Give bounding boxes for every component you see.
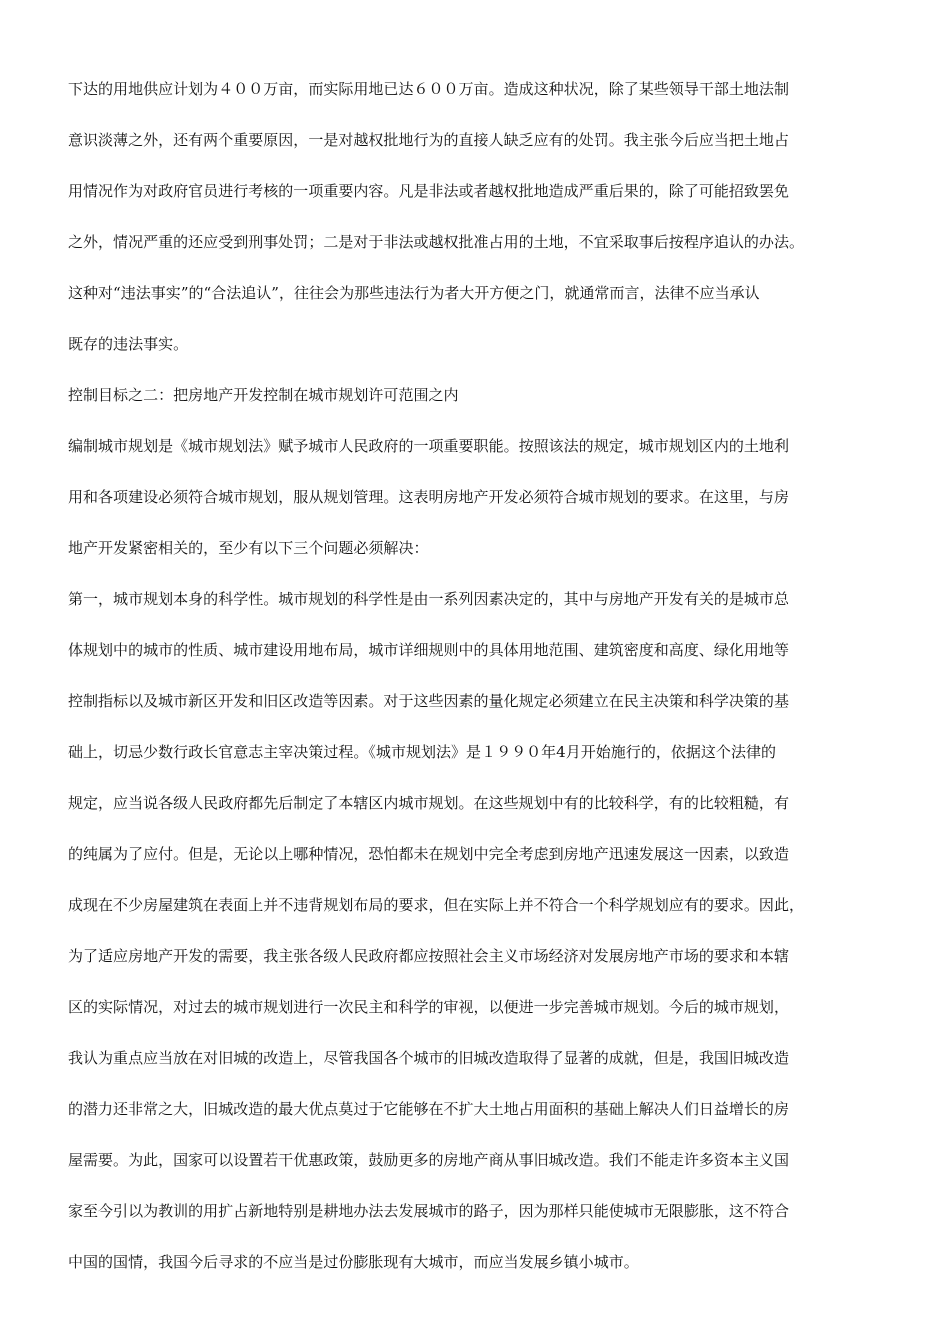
section-heading: 控制目标之二：把房地产开发控制在城市规划许可范围之内 [68, 386, 459, 404]
text-line: 用情况作为对政府官员进行考核的一项重要内容。凡是非法或者越权批地造成严重后果的，除了可能招致罢免 [68, 182, 789, 200]
text-line: 我认为重点应当放在对旧城的改造上，尽管我国各个城市的旧城改造取得了显著的成就，但是，我国旧城改造 [68, 1049, 789, 1067]
text-line: 之外，情况严重的还应受到刑事处罚；二是对于非法或越权批准占用的土地，不宜采取事后按程序追认的办法。 [68, 233, 804, 251]
text-line: 地产开发紧密相关的，至少有以下三个问题必须解决： [68, 539, 429, 557]
text-line: 控制指标以及城市新区开发和旧区改造等因素。对于这些因素的量化规定必须建立在民主决策和科学决策的基 [68, 692, 789, 710]
text-line: 下达的用地供应计划为４００万亩，而实际用地已达６００万亩。造成这种状况，除了某些领导干部土地法制 [68, 80, 789, 98]
text-line: 家至今引以为教训的用扩占新地特别是耕地办法去发展城市的路子，因为那样只能使城市无限膨胀，这不符合 [68, 1202, 789, 1220]
text-line: 的潜力还非常之大，旧城改造的最大优点莫过于它能够在不扩大土地占用面积的基础上解决人们日益增长的房 [68, 1100, 789, 1118]
text-line: 规定，应当说各级人民政府都先后制定了本辖区内城市规划。在这些规划中有的比较科学，有的比较粗糙，有 [68, 794, 789, 812]
text-line: 成现在不少房屋建筑在表面上并不违背规划布局的要求，但在实际上并不符合一个科学规划应有的要求。因此， [68, 896, 804, 914]
text-line: 意识淡薄之外，还有两个重要原因，一是对越权批地行为的直接人缺乏应有的处罚。我主张今后应当把土地占 [68, 131, 789, 149]
text-line: 第一，城市规划本身的科学性。城市规划的科学性是由一系列因素决定的，其中与房地产开发有关的是城市总 [68, 590, 789, 608]
text-line: 编制城市规划是《城市规划法》赋予城市人民政府的一项重要职能。按照该法的规定，城市规划区内的土地利 [68, 437, 789, 455]
text-line: 既存的违法事实。 [68, 335, 189, 353]
text-line: 屋需要。为此，国家可以设置若干优惠政策，鼓励更多的房地产商从事旧城改造。我们不能走许多资本主义国 [68, 1151, 789, 1169]
text-line: 中国的国情，我国今后寻求的不应当是过份膨胀现有大城市，而应当发展乡镇小城市。 [68, 1253, 639, 1271]
text-line: 础上，切忌少数行政长官意志主宰决策过程。《城市规划法》是１９９０年4月开始施行的，依据这个法律的 [68, 743, 777, 761]
text-line: 体规划中的城市的性质、城市建设用地布局，城市详细规则中的具体用地范围、建筑密度和高度、绿化用地等 [68, 641, 789, 659]
text-line: 这种对“违法事实”的“合法追认”，往往会为那些违法行为者大开方便之门，就通常而言，法律不应当承认 [68, 284, 760, 302]
text-line: 为了适应房地产开发的需要，我主张各级人民政府都应按照社会主义市场经济对发展房地产市场的要求和本辖 [68, 947, 789, 965]
text-line: 的纯属为了应付。但是，无论以上哪种情况，恐怕都未在规划中完全考虑到房地产迅速发展这一因素，以致造 [68, 845, 789, 863]
text-line: 区的实际情况，对过去的城市规划进行一次民主和科学的审视，以便进一步完善城市规划。今后的城市规划， [68, 998, 789, 1016]
text-line: 用和各项建设必须符合城市规划，服从规划管理。这表明房地产开发必须符合城市规划的要求。在这里，与房 [68, 488, 789, 506]
